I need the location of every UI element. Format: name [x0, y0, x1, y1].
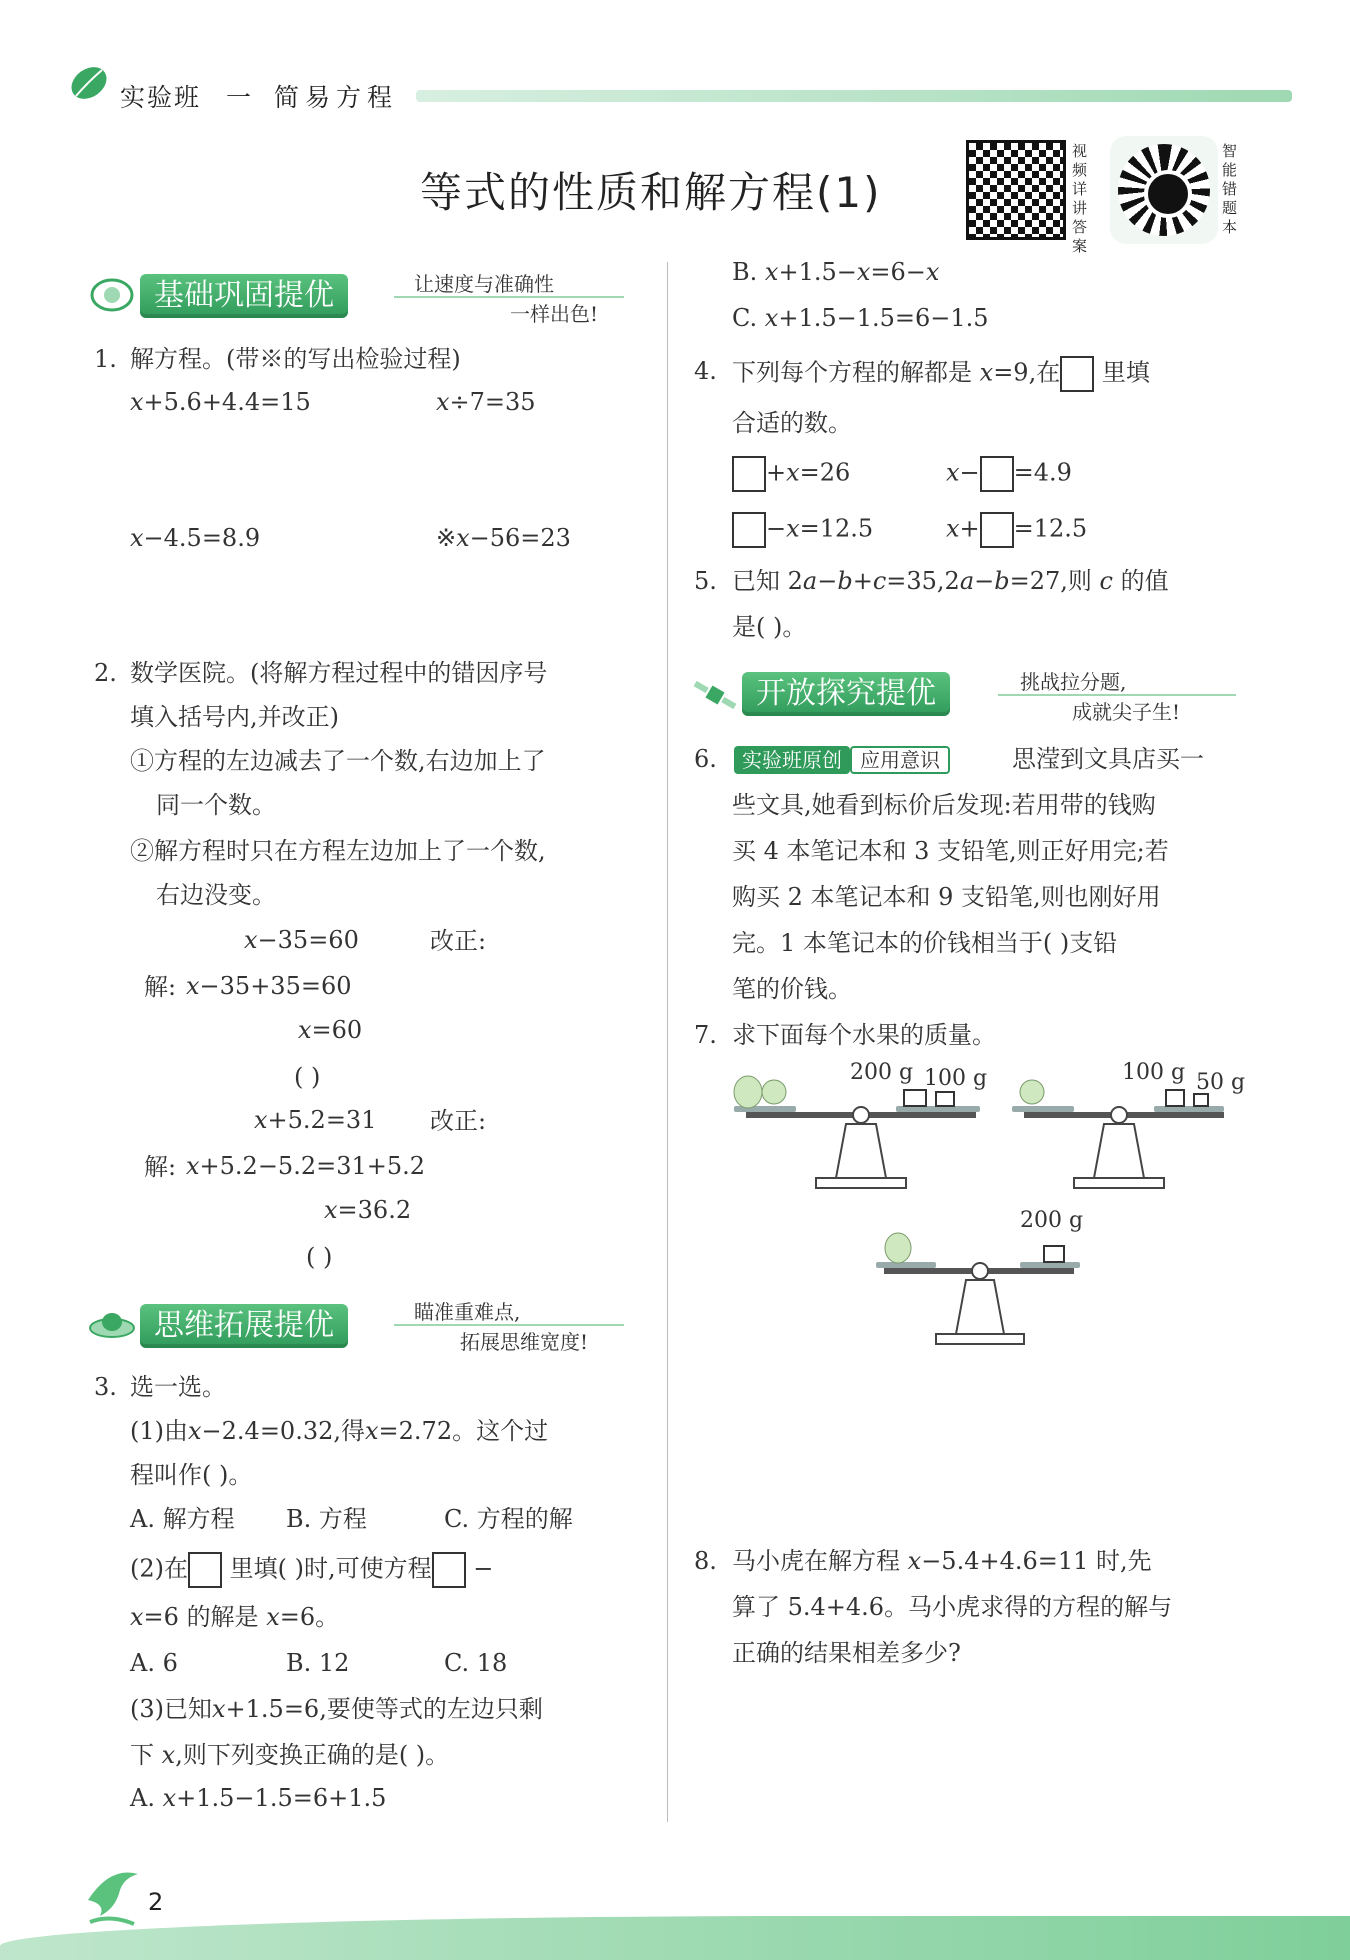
q3-p2-opt-a: A. 6 — [130, 1649, 178, 1677]
q2-b-step1: x+5.2−5.2=31+5.2 — [186, 1152, 426, 1180]
qr-code-video — [966, 140, 1066, 240]
q1-eq-c: x−4.5=8.9 — [130, 524, 261, 552]
q3-p2-opt-b: B. 12 — [286, 1649, 350, 1677]
q4-line1: 下列每个方程的解都是 x=9,在 里填 — [732, 356, 1150, 392]
section2-icon — [88, 1308, 136, 1344]
q6-tags — [734, 744, 950, 773]
section2-banner: 思维拓展提优 — [140, 1304, 348, 1348]
q7-text: 求下面每个水果的质量。 — [732, 1021, 996, 1049]
scale2-weight-100: 100 g — [1122, 1060, 1186, 1085]
q3-p3-opt-b: B. x+1.5−x=6−x — [732, 258, 940, 286]
header-series: 实验班 — [120, 83, 202, 112]
q2-reason1a: ①方程的左边减去了一个数,右边加上了 — [130, 747, 546, 775]
q3-p2-blank-box — [188, 1552, 222, 1588]
q8-line2: 算了 5.4+4.6。马小虎求得的方程的解与 — [732, 1593, 1173, 1621]
section1-banner: 基础巩固提优 — [140, 274, 348, 318]
q3-text: 选一选。 — [130, 1373, 226, 1401]
section2-slogan2: 拓展思维宽度! — [460, 1330, 589, 1354]
scale2-weight-50: 50 g — [1196, 1070, 1246, 1095]
q1-eq-a: x+5.6+4.4=15 — [130, 388, 311, 416]
q4-eq-c: −x=12.5 — [732, 512, 873, 548]
q4-box-b[interactable] — [980, 456, 1014, 492]
qr-code-error-book — [1110, 136, 1218, 244]
section3-underline — [998, 694, 1236, 696]
q2-b-fix: 改正: — [430, 1107, 487, 1135]
section3-slogan1: 挑战拉分题, — [1020, 670, 1127, 694]
section1-slogan1: 让速度与准确性 — [414, 272, 554, 296]
q4-box-c[interactable] — [732, 512, 766, 548]
header-leaf-logo — [68, 64, 110, 102]
footer-dolphin-icon — [80, 1860, 144, 1930]
q3-p2-line2: x=6 的解是 x=6。 — [130, 1603, 340, 1631]
q5-line1: 已知 2a−b+c=35,2a−b=27,则 c 的值 — [732, 567, 1169, 595]
section3-banner: 开放探究提优 — [742, 672, 950, 716]
footer-green-wave — [0, 1916, 1350, 1960]
q2-text2: 填入括号内,并改正) — [130, 703, 339, 731]
q6-tag-original: 实验班原创 — [734, 746, 850, 774]
section1-slogan2: 一样出色! — [510, 302, 599, 326]
section1-underline — [394, 296, 624, 298]
section1-icon — [88, 276, 136, 314]
q3-p2-eq-box — [432, 1552, 466, 1588]
q6-line5: 完。1 本笔记本的价钱相当于( )支铅 — [732, 929, 1118, 957]
header-green-stripe — [416, 90, 1292, 102]
q6-number: 6. — [694, 745, 717, 773]
q2-text1: 数学医院。(将解方程过程中的错因序号 — [130, 659, 548, 687]
q3-p3-opt-a: A. x+1.5−1.5=6+1.5 — [130, 1784, 387, 1812]
qr-label-video: 视频详讲答案 — [1072, 142, 1088, 255]
header-chapter: 简易方程 — [274, 83, 399, 112]
q6-line3: 买 4 本笔记本和 3 支铅笔,则正好用完;若 — [732, 837, 1169, 865]
q2-reason2a: ②解方程时只在方程左边加上了一个数, — [130, 837, 546, 865]
q3-p3-line1: (3)已知x+1.5=6,要使等式的左边只剩 — [130, 1695, 543, 1723]
q6-line6: 笔的价钱。 — [732, 975, 852, 1003]
scale1-weight-200: 200 g — [850, 1060, 914, 1085]
q2-a-fix: 改正: — [430, 927, 487, 955]
header-separator: 一 — [226, 83, 254, 112]
q3-p1-line1: (1)由x−2.4=0.32,得x=2.72。这个过 — [130, 1417, 549, 1445]
qr-label-error-book: 智能错题本 — [1222, 142, 1238, 236]
q7-number: 7. — [694, 1021, 717, 1049]
q3-p1-opt-b: B. 方程 — [286, 1505, 367, 1533]
q3-number: 3. — [94, 1373, 117, 1401]
q2-a-paren: ( ) — [294, 1063, 321, 1091]
q2-b-paren: ( ) — [306, 1243, 333, 1271]
q5-line2: 是( )。 — [732, 613, 807, 641]
q3-p1-line2: 程叫作( )。 — [130, 1461, 253, 1489]
q4-eq-a: +x=26 — [732, 456, 850, 492]
q3-p2-opt-c: C. 18 — [444, 1649, 508, 1677]
q4-box-sample — [1060, 356, 1094, 392]
q2-a-step1: x−35+35=60 — [186, 972, 352, 1000]
q3-p2-line1: (2)在 里填( )时,可使方程 − — [130, 1552, 493, 1588]
q1-text: 解方程。(带※的写出检验过程) — [130, 345, 461, 373]
q6-line1: 思滢到文具店买一 — [1012, 745, 1204, 773]
page-title: 等式的性质和解方程(1) — [420, 168, 882, 217]
q6-line2: 些文具,她看到标价后发现:若用带的钱购 — [732, 791, 1156, 819]
q3-p1-opt-c: C. 方程的解 — [444, 1505, 573, 1533]
q6-tag-application: 应用意识 — [850, 746, 950, 774]
q2-a-sol-label: 解: — [144, 973, 177, 1001]
q6-line4: 购买 2 本笔记本和 9 支铅笔,则也刚好用 — [732, 883, 1161, 911]
q4-line2: 合适的数。 — [732, 409, 852, 437]
section3-slogan2: 成就尖子生! — [1072, 700, 1181, 724]
q5-number: 5. — [694, 567, 717, 595]
q3-p1-opt-a: A. 解方程 — [130, 1505, 235, 1533]
column-divider — [667, 262, 668, 1822]
q4-box-d[interactable] — [980, 512, 1014, 548]
q1-number: 1. — [94, 345, 117, 373]
scale1-weight-100: 100 g — [924, 1066, 988, 1091]
q8-line3: 正确的结果相差多少? — [732, 1639, 961, 1667]
q3-p3-line2: 下 x,则下列变换正确的是( )。 — [130, 1741, 450, 1769]
q2-a-equation: x−35=60 — [244, 926, 359, 954]
q2-reason2b: 右边没变。 — [156, 881, 276, 909]
page-number: 2 — [148, 1888, 164, 1916]
q4-number: 4. — [694, 357, 717, 385]
q2-reason1b: 同一个数。 — [156, 791, 276, 819]
q2-b-equation: x+5.2=31 — [254, 1106, 377, 1134]
q2-a-step2: x=60 — [298, 1016, 363, 1044]
section2-slogan1: 瞄准重难点, — [414, 1300, 521, 1324]
q2-b-step2: x=36.2 — [324, 1196, 412, 1224]
q4-eq-b: x− =4.9 — [946, 456, 1072, 492]
q2-b-sol-label: 解: — [144, 1153, 177, 1181]
q1-eq-d: ※x−56=23 — [436, 524, 571, 552]
q1-eq-b: x÷7=35 — [436, 388, 536, 416]
scale3-weight-200: 200 g — [1020, 1208, 1084, 1233]
q8-line1: 马小虎在解方程 x−5.4+4.6=11 时,先 — [732, 1547, 1152, 1575]
q3-p3-opt-c: C. x+1.5−1.5=6−1.5 — [732, 304, 989, 332]
q4-box-a[interactable] — [732, 456, 766, 492]
q8-number: 8. — [694, 1547, 717, 1575]
section2-underline — [394, 1324, 624, 1326]
section3-icon — [690, 676, 740, 716]
q4-eq-d: x+ =12.5 — [946, 512, 1087, 548]
q2-number: 2. — [94, 659, 117, 687]
